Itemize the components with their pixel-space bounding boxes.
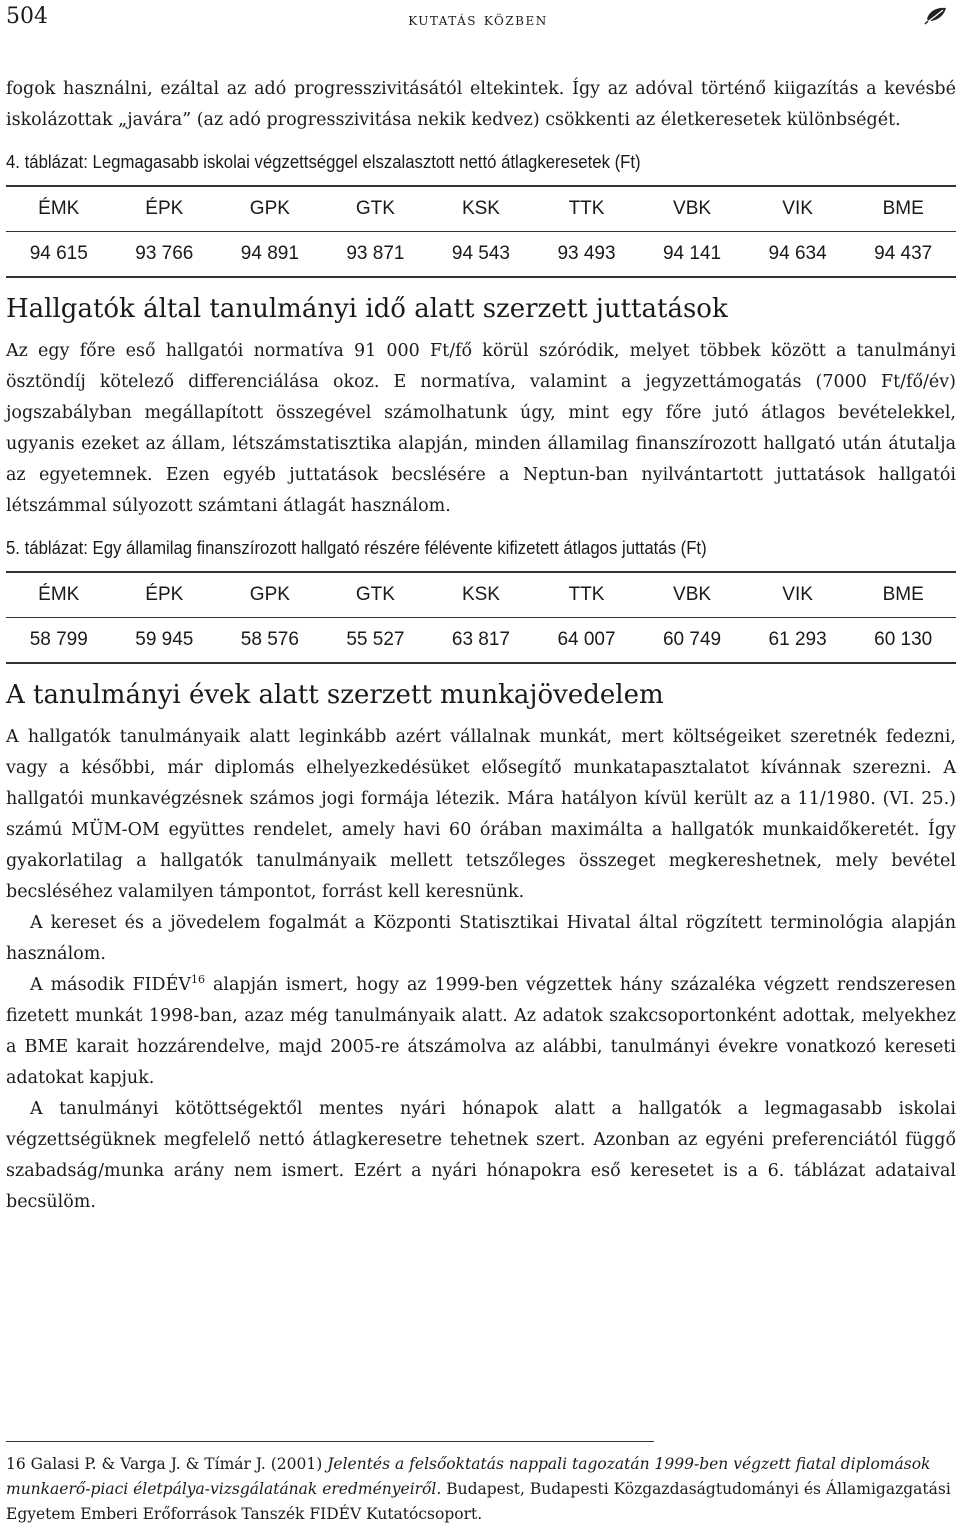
table5 xyxy=(6,571,956,664)
table4-header-cell: ÉMK xyxy=(6,186,112,232)
table4-header-cell: TTK xyxy=(534,186,640,232)
table5-header-cell: TTK xyxy=(534,572,640,618)
table4-value-cell: 94 543 xyxy=(428,232,534,278)
table5-header-cell: GTK xyxy=(323,572,429,618)
table5-header-cell: BME xyxy=(850,572,956,618)
table5-header-cell: VBK xyxy=(639,572,745,618)
table5-value-cell: 58 576 xyxy=(217,618,323,664)
intro-paragraph: fogok használni, ezáltal az adó progresszivitásától eltekintek. Így az adóval történő kiigazítás a kevésbé iskolázottak „javára” (az adó progresszivitása nekik kedvez) csökkenti az életkeresetek különbségét. xyxy=(6,79,956,130)
table5-header-cell: ÉMK xyxy=(6,572,112,618)
section2-paragraph-2: A kereset és a jövedelem fogalmát a Központi Statisztikai Hivatal által rögzített terminológia alapján használom. xyxy=(6,913,956,964)
table5-value-cell: 60 749 xyxy=(639,618,745,664)
footnote-title: Jelentés a felsőoktatás nappali tagozatán 1999-ben végzett fiatal diplomások munkaerő-piaci életpálya-vizsgálatának eredményeiről. xyxy=(6,1455,931,1498)
paragraph-text: A második FIDÉV xyxy=(30,975,191,995)
table5-value-cell: 61 293 xyxy=(745,618,851,664)
leaf-ornament-icon xyxy=(924,4,950,30)
footnote xyxy=(6,1452,956,1527)
table5-caption: 5. táblázat: Egy államilag finanszírozott hallgató részére félévente kifizetett átlagos juttatás (Ft) xyxy=(6,538,707,558)
page-body xyxy=(6,74,956,1218)
table5-value-cell: 63 817 xyxy=(428,618,534,664)
footnote-divider xyxy=(6,1441,654,1442)
table5-header-row xyxy=(6,572,956,618)
table5-value-row xyxy=(6,618,956,664)
table4-header-cell: VIK xyxy=(745,186,851,232)
table5-value-cell: 64 007 xyxy=(534,618,640,664)
section2-paragraph-1: A hallgatók tanulmányaik alatt leginkább azért vállalnak munkát, mert költségeiket szeretnék fedezni, vagy a későbbi, már diplomás elhelyezkedésüket elősegítő munkatapasztalatot kívánnak szerezni. A hallgatói munkavégzésnek számos jogi formája létezik. Mára hatályon kívül került az a 11/1980. (VI. 25.) számú MÜM-OM együttes rendelet, amely havi 60 órában maximálta a hallgatók munkaidőkeretét. Így gyakorlatilag a hallgatók tanulmányaik mellett tetszőleges összeget megkereshetnek, mely bevétel becsléséhez valamilyen támpontot, forrást kell keresnünk. xyxy=(6,727,956,902)
table4-caption: 4. táblázat: Legmagasabb iskolai végzettséggel elszalasztott nettó átlagkeresetek (Ft) xyxy=(6,152,641,172)
section1-heading: Hallgatók által tanulmányi idő alatt szerzett juttatások xyxy=(6,294,728,324)
table4-value-cell: 94 141 xyxy=(639,232,745,278)
table5-value-cell: 55 527 xyxy=(323,618,429,664)
table4 xyxy=(6,185,956,278)
table5-header-cell: GPK xyxy=(217,572,323,618)
table4-value-cell: 94 891 xyxy=(217,232,323,278)
paragraph-text: alapján ismert, hogy az 1999-ben végzettek hány százaléka végzett rendszeresen fizetett munkát 1998-ban, azaz még tanulmányaik alatt. Az adatok szakcsoportonként adottak, melyekhez a BME karait hozzárendelve, majd 2005-re átszámolva az alábbi, tanulmányi évekre vonatkozó kereseti adatokat kapjuk. xyxy=(6,975,956,1088)
table4-value-cell: 93 493 xyxy=(534,232,640,278)
table4-value-cell: 93 766 xyxy=(112,232,218,278)
table4-value-row xyxy=(6,232,956,278)
page-number: 504 xyxy=(6,4,48,29)
page-header xyxy=(6,4,950,36)
table4-value-cell: 94 634 xyxy=(745,232,851,278)
table4-header-row xyxy=(6,186,956,232)
table4-value-cell: 94 615 xyxy=(6,232,112,278)
footnote-number: 16 xyxy=(6,1455,26,1473)
table5-header-cell: ÉPK xyxy=(112,572,218,618)
section2-heading: A tanulmányi évek alatt szerzett munkajövedelem xyxy=(6,680,664,710)
table5-header-cell: VIK xyxy=(745,572,851,618)
table4-header-cell: GTK xyxy=(323,186,429,232)
running-title: kutatás közben xyxy=(408,10,548,30)
footnote-publisher: Budapest, Budapesti Közgazdaságtudományi és Államigazgatási Egyetem Emberi Erőforrások Tanszék FIDÉV Kutatócsoport. xyxy=(6,1480,951,1523)
section1-paragraph: Az egy főre eső hallgatói normatíva 91 000 Ft/fő körül szóródik, melyet többek között a tanulmányi ösztöndíj kötelező differenciálása okoz. E normatíva, valamint a jegyzettámogatás (7000 Ft/fő/év) jogszabályban megállapított összegével számolhatunk úgy, mint egy főre jutó átlagos bevételekkel, ugyanis ezeket az állam, létszámstatisztika alapján, minden államilag finanszírozott hallgató után átutalja az egyetemnek. Ezen egyéb juttatások becslésére a Neptun-ban nyilvántartott juttatások hallgatói létszámmal súlyozott számtani átlagát használom. xyxy=(6,341,956,516)
table4-header-cell: KSK xyxy=(428,186,534,232)
table5-value-cell: 59 945 xyxy=(112,618,218,664)
table4-header-cell: ÉPK xyxy=(112,186,218,232)
section2-paragraph-3 xyxy=(6,970,956,1094)
table4-header-cell: VBK xyxy=(639,186,745,232)
footnote-reference[interactable]: 16 xyxy=(191,973,205,987)
table5-header-cell: KSK xyxy=(428,572,534,618)
table4-header-cell: GPK xyxy=(217,186,323,232)
section2-paragraph-4: A tanulmányi kötöttségektől mentes nyári hónapok alatt a hallgatók a legmagasabb iskolai végzettségüknek megfelelő nettó átlagkeresetre tehetnek szert. Azonban az egyéni preferenciától függő szabadság/munka arány nem ismert. Ezért a nyári hónapokra eső keresetet is a 6. táblázat adataival becsülöm. xyxy=(6,1099,956,1212)
table5-value-cell: 58 799 xyxy=(6,618,112,664)
footnote-authors: Galasi P. & Varga J. & Tímár J. (2001) xyxy=(25,1455,328,1473)
table4-value-cell: 94 437 xyxy=(850,232,956,278)
table5-value-cell: 60 130 xyxy=(850,618,956,664)
table4-header-cell: BME xyxy=(850,186,956,232)
table4-value-cell: 93 871 xyxy=(323,232,429,278)
